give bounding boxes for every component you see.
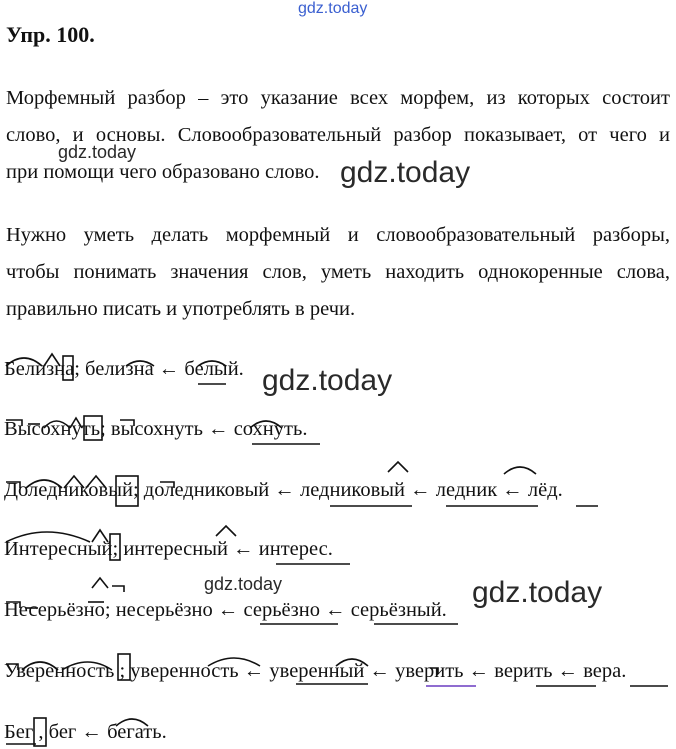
paragraph-line: Нужно уметь делать морфемный и словообразовательный разборы, (6, 224, 670, 246)
watermark: gdz.today (58, 142, 137, 162)
example-uverennost: Уверенность ; уверенность ← уверенный ← уверить ← верить ← вера. (4, 660, 627, 682)
example-vysokhnut: Высохнуть; высохнуть ← сохнуть. (4, 418, 308, 440)
watermark: gdz.today (340, 156, 471, 189)
example-doledknikovyi: Доледниковый; доледниковый ← ледниковый ← ледник ← лёд. (4, 479, 563, 501)
paragraph-line: при помощи чего образовано слово. (6, 161, 320, 183)
example-beg: Бег , бег ← бегать. (4, 721, 167, 743)
paragraph-definition (6, 80, 670, 191)
paragraph-line: Морфемный разбор – это указание всех морфем, из которых состоит (6, 87, 670, 109)
example-belizna: Белизна; белизна ← белый. (4, 358, 244, 380)
example-interesnyi: Интересный; интересный ← интерес. (4, 538, 333, 560)
paragraph-line: слово, и основы. Словообразовательный разбор показывает, от чего и (6, 124, 670, 146)
exercise-title: Упр. 100. (6, 22, 95, 47)
example-neseryozno: Несерьёзно; несерьёзно ← серьёзно ← серьёзный. (4, 599, 447, 621)
paragraph-line: чтобы понимать значения слов, уметь находить однокоренные слова, (6, 261, 670, 283)
watermark: gdz.today (472, 576, 603, 609)
paragraph-purpose (6, 217, 670, 328)
watermark: gdz.today (262, 364, 393, 397)
watermark: gdz.today (204, 574, 283, 594)
watermark-top: gdz.today (298, 0, 368, 17)
paragraph-line: правильно писать и употреблять в речи. (6, 298, 356, 320)
